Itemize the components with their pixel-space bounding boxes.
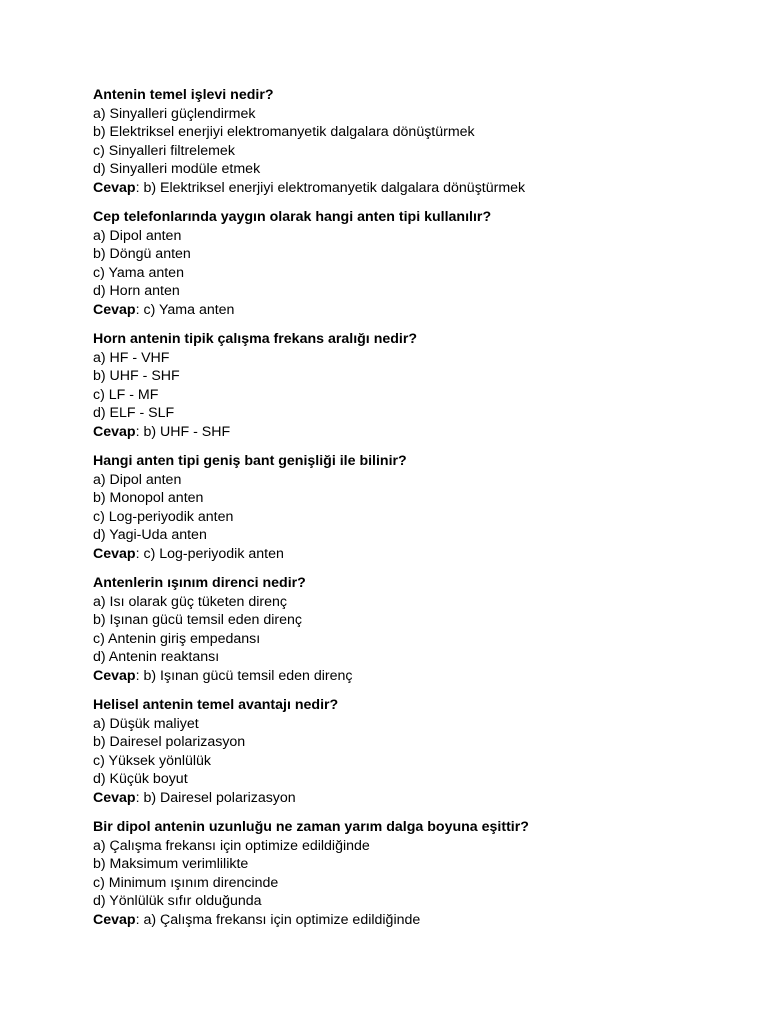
option-b: b) Monopol anten [93, 490, 204, 506]
option-a: a) HF - VHF [93, 349, 170, 366]
answer-line: Cevap: c) Yama anten [93, 301, 235, 318]
answer-label: Cevap [93, 911, 136, 928]
option-c: c) Sinyalleri filtrelemek [93, 142, 235, 159]
option-b: b) Elektriksel enerjiyi elektromanyetik dalgalara dönüştürmek [93, 124, 475, 140]
option-a: a) Dipol anten [93, 227, 182, 244]
answer-text: b) Elektriksel enerjiyi elektromanyetik dalgalara dönüştürmek [143, 179, 526, 196]
question-text: Antenlerin ışınım direnci nedir? [93, 575, 306, 591]
option-c: c) Minimum ışınım direncinde [93, 874, 279, 891]
option-c: c) Antenin giriş empedansı [93, 630, 261, 647]
question-block [93, 208, 733, 319]
option-a: a) Sinyalleri güçlendirmek [93, 105, 256, 122]
option-a: a) Düşük maliyet [93, 715, 199, 732]
answer-line: Cevap: b) UHF - SHF [93, 423, 231, 440]
answer-label: Cevap [93, 301, 136, 318]
question-block [93, 330, 733, 441]
question-block [93, 86, 733, 197]
answer-label: Cevap [93, 545, 136, 562]
answer-text: c) Yama anten [143, 301, 235, 318]
question-text: Cep telefonlarında yaygın olarak hangi anten tipi kullanılır? [93, 209, 492, 225]
option-d: d) Antenin reaktansı [93, 649, 220, 665]
answer-text: c) Log-periyodik anten [143, 545, 284, 562]
answer-text: b) Işınan gücü temsil eden direnç [143, 667, 353, 684]
option-b: b) Maksimum verimlilikte [93, 856, 249, 872]
option-d: d) ELF - SLF [93, 405, 175, 421]
answer-label: Cevap [93, 423, 136, 440]
answer-line: Cevap: a) Çalışma frekansı için optimize edildiğinde [93, 911, 421, 928]
answer-line: Cevap: b) Dairesel polarizasyon [93, 789, 296, 806]
option-c: c) Yüksek yönlülük [93, 752, 212, 769]
option-c: c) LF - MF [93, 386, 159, 403]
option-a: a) Isı olarak güç tüketen direnç [93, 593, 287, 610]
question-block [93, 696, 733, 807]
answer-text: a) Çalışma frekansı için optimize edildiğinde [143, 911, 421, 928]
question-text: Horn antenin tipik çalışma frekans aralığı nedir? [93, 331, 418, 347]
option-d: d) Yagi-Uda anten [93, 527, 207, 543]
question-text: Bir dipol antenin uzunluğu ne zaman yarım dalga boyuna eşittir? [93, 819, 529, 835]
option-a: a) Çalışma frekansı için optimize edildiğinde [93, 837, 370, 854]
answer-line: Cevap: b) Elektriksel enerjiyi elektromanyetik dalgalara dönüştürmek [93, 179, 526, 196]
option-b: b) Dairesel polarizasyon [93, 734, 246, 750]
question-text: Hangi anten tipi geniş bant genişliği ile bilinir? [93, 453, 407, 469]
option-b: b) UHF - SHF [93, 368, 180, 384]
option-a: a) Dipol anten [93, 471, 182, 488]
answer-line: Cevap: b) Işınan gücü temsil eden direnç [93, 667, 353, 684]
answer-label: Cevap [93, 789, 136, 806]
option-d: d) Horn anten [93, 283, 180, 299]
question-text: Helisel antenin temel avantajı nedir? [93, 697, 339, 713]
option-d: d) Sinyalleri modüle etmek [93, 161, 261, 177]
answer-line: Cevap: c) Log-periyodik anten [93, 545, 284, 562]
document-body [93, 86, 733, 940]
option-d: d) Küçük boyut [93, 771, 188, 787]
answer-text: b) Dairesel polarizasyon [143, 789, 296, 806]
question-block [93, 574, 733, 685]
option-b: b) Döngü anten [93, 246, 191, 262]
option-b: b) Işınan gücü temsil eden direnç [93, 612, 302, 628]
option-c: c) Log-periyodik anten [93, 508, 234, 525]
option-c: c) Yama anten [93, 264, 184, 281]
answer-label: Cevap [93, 667, 136, 684]
question-block [93, 818, 733, 929]
option-d: d) Yönlülük sıfır olduğunda [93, 893, 262, 909]
question-text: Antenin temel işlevi nedir? [93, 87, 274, 103]
question-block [93, 452, 733, 563]
answer-text: b) UHF - SHF [143, 423, 231, 440]
answer-label: Cevap [93, 179, 136, 196]
